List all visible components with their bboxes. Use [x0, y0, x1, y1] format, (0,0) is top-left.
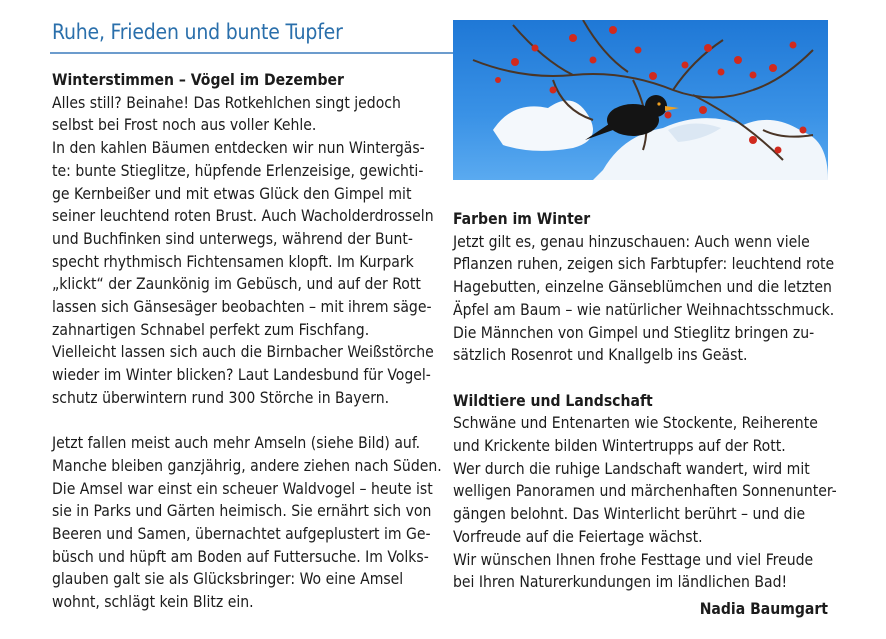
text-line: specht rhythmisch Fichtensamen klopft. Im Kurpark [52, 252, 414, 271]
text-line: Schwäne und Entenarten wie Stockente, Reiherente [453, 414, 818, 433]
page-title: Ruhe, Frieden und bunte Tupfer [52, 20, 343, 44]
section-heading-wildtiere: Wildtiere und Landschaft [453, 391, 653, 410]
text-line: te: bunte Stieglitze, hüpfende Erlenzeisige, gewichti- [52, 161, 424, 180]
right-column [453, 208, 837, 594]
text-line: und Krickente bilden Wintertrupps auf der Rott. [453, 437, 786, 456]
text-line: Manche bleiben ganzjährig, andere ziehen nach Süden. [52, 456, 442, 475]
text-line: wieder im Winter blicken? Laut Landesbund für Vogel- [52, 366, 431, 385]
text-line: glauben galt sie als Glücksbringer: Wo eine Amsel [52, 570, 404, 589]
text-line: bei Ihren Naturerkundungen im ländlichen Bad! [453, 573, 788, 592]
text-line: „klickt“ der Zaunkönig im Gebüsch, und auf der Rott [52, 275, 421, 294]
text-line: Jetzt gilt es, genau hinzuschauen: Auch wenn viele [453, 232, 810, 251]
text-line: selbst bei Frost noch aus voller Kehle. [52, 116, 317, 135]
text-line: gängen belohnt. Das Winterlicht berührt – und die [453, 505, 806, 524]
text-line: Die Amsel war einst ein scheuer Waldvogel – heute ist [52, 479, 433, 498]
text-line: Wer durch die ruhige Landschaft wandert, wird mit [453, 459, 810, 478]
text-line: Alles still? Beinahe! Das Rotkehlchen singt jedoch [52, 93, 401, 112]
paragraph-amsel [52, 432, 442, 614]
text-line: In den kahlen Bäumen entdecken wir nun Wintergäs- [52, 139, 425, 158]
text-line: welligen Panoramen und märchenhaften Sonnenunter- [453, 482, 837, 501]
text-line: wohnt, schlägt kein Blitz ein. [52, 593, 254, 612]
text-line: Jetzt fallen meist auch mehr Amseln (siehe Bild) auf. [52, 434, 421, 453]
title-underline [50, 52, 453, 54]
text-line: Vielleicht lassen sich auch die Birnbacher Weißstörche [52, 343, 434, 362]
text-line: büsch und hüpft am Boden auf Futtersuche. Im Volks- [52, 547, 429, 566]
text-line: seiner leuchtend roten Brust. Auch Wacholderdrosseln [52, 207, 434, 226]
text-line: sätzlich Rosenrot und Knallgelb ins Geäst. [453, 346, 748, 365]
text-line: Vorfreude auf die Feiertage wächst. [453, 527, 703, 546]
paragraph-voegel [52, 92, 432, 410]
text-line: lassen sich Gänsesäger beobachten – mit ihrem säge- [52, 298, 432, 317]
paragraph-wildtiere [453, 412, 837, 594]
section-heading-farben: Farben im Winter [453, 210, 591, 228]
blackbird-on-rosehip-branch-icon [453, 20, 828, 180]
text-line: Hagebutten, einzelne Gänseblümchen und die letzten [453, 278, 832, 297]
text-line: Wir wünschen Ihnen frohe Festtage und viel Freude [453, 550, 814, 569]
paragraph-farben [453, 231, 833, 367]
text-line: Äpfel am Baum – wie natürlicher Weihnachtsschmuck. [453, 300, 835, 319]
text-line: und Buchfinken sind unterwegs, während der Bunt- [52, 229, 413, 248]
author-signature: Nadia Baumgart [699, 600, 828, 618]
text-line: schutz überwintern rund 300 Störche in Bayern. [52, 388, 390, 407]
section-heading-winterstimmen: Winterstimmen – Vögel im Dezember [52, 71, 344, 89]
text-line: Die Männchen von Gimpel und Stieglitz bringen zu- [453, 323, 815, 342]
text-line: zahnartigen Schnabel perfekt zum Fischfang. [52, 320, 370, 339]
blackbird-photo [453, 20, 828, 180]
text-line: Beeren und Samen, übernachtet aufgeplustert im Ge- [52, 525, 431, 544]
text-line: sie in Parks und Gärten heimisch. Sie ernährt sich von [52, 502, 432, 521]
text-line: Pflanzen ruhen, zeigen sich Farbtupfer: leuchtend rote [453, 255, 835, 274]
left-column [52, 69, 442, 614]
text-line: ge Kernbeißer und mit etwas Glück den Gimpel mit [52, 184, 412, 203]
